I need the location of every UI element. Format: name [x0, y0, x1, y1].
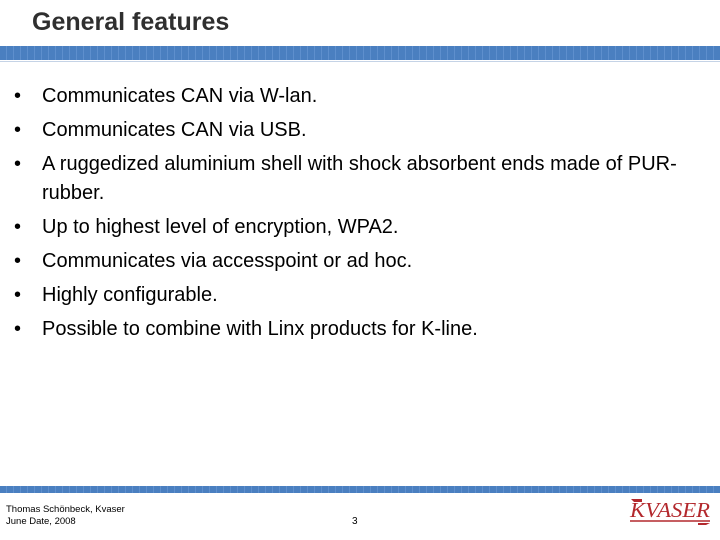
bullet-icon: • [14, 317, 22, 340]
bullet-item [0, 281, 710, 310]
slide-title: General features [32, 8, 230, 36]
bullet-item [0, 150, 710, 207]
kvaser-logo [628, 496, 712, 531]
bullet-item [0, 315, 710, 344]
bullet-icon: • [14, 85, 22, 107]
bullet-icon: • [14, 249, 22, 272]
footer-divider [0, 486, 720, 493]
bullet-icon: • [14, 153, 22, 175]
bullet-list [0, 82, 710, 349]
bullet-text: Possible to combine with Linx products for K-line. [42, 317, 478, 340]
bullet-text: A ruggedized aluminium shell with shock absorbent ends made of PUR-rubber. [42, 153, 677, 204]
bullet-icon: • [14, 283, 22, 306]
bullet-item [0, 82, 710, 111]
header-divider-line [0, 61, 720, 62]
bullet-text: Communicates CAN via USB. [42, 119, 307, 141]
page-number: 3 [352, 516, 358, 527]
bullet-item [0, 213, 710, 242]
bullet-text: Communicates via accesspoint or ad hoc. [42, 249, 413, 272]
bullet-text: Communicates CAN via W-lan. [42, 85, 318, 107]
logo-text: KVASER [628, 498, 711, 522]
bullet-icon: • [14, 215, 22, 238]
footer-date: June Date, 2008 [6, 516, 76, 527]
bullet-item [0, 247, 710, 276]
bullet-item [0, 116, 710, 145]
kvaser-logo-icon [628, 496, 712, 526]
bullet-text: Up to highest level of encryption, WPA2. [42, 215, 399, 238]
header-divider [0, 46, 720, 60]
footer-author-block [6, 504, 125, 528]
bullet-text: Highly configurable. [42, 283, 218, 306]
footer-author: Thomas Schönbeck, Kvaser [6, 504, 125, 515]
bullet-icon: • [14, 119, 22, 141]
